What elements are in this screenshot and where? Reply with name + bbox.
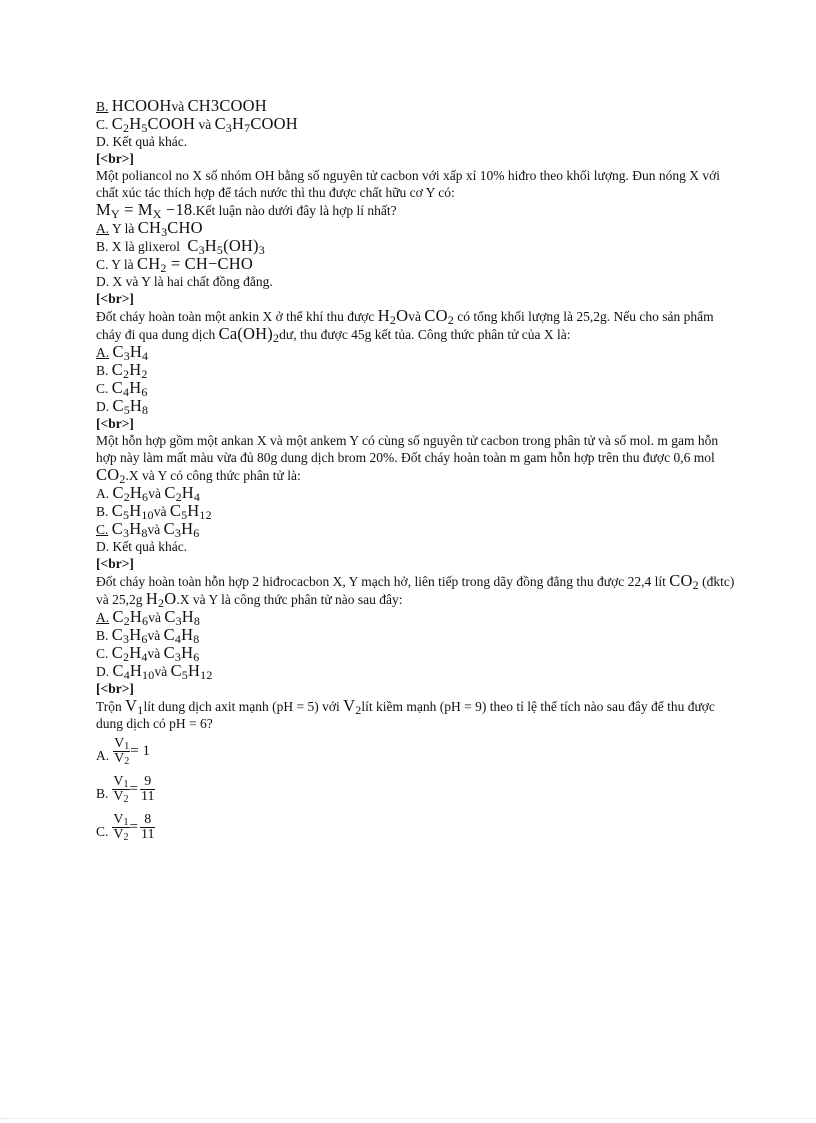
conjunction: và — [198, 117, 212, 132]
page-bottom-rule — [0, 1118, 816, 1119]
break-marker: [<br>] — [96, 556, 134, 571]
option-label: C. — [96, 117, 109, 132]
option-label: B. — [96, 628, 109, 643]
formula: $C_3H_5(OH)_3$ — [187, 236, 265, 257]
formula: $C_2H_5COOH$ — [111, 114, 196, 135]
formula: $C_5H_{12}$ — [169, 501, 212, 522]
ratio-value: = 1 — [130, 743, 150, 759]
option-b — [96, 361, 736, 379]
formula: $C_3H_7COOH$ — [214, 114, 298, 135]
option-label: D. — [96, 664, 110, 679]
option-d — [96, 397, 736, 415]
formula: $C_2H_4$ — [111, 643, 148, 664]
option-d: D. Kết quả khác. — [96, 539, 188, 554]
option-d: D. $C_4H_{10}và$ $C_5H_{12}$ — [96, 661, 213, 682]
formula: $Ca(OH)_2$ — [218, 324, 280, 345]
question-stem: Một hỗn hợp gồm một ankan X và một ankem Y có cùng số nguyên tử cacbon trong phân tử và số mol. m gam hỗn hợp này làm mất màu vừa đủ 80g dung dịch brom 20%. Đốt cháy hoàn toàn m gam hỗn hợp trên thu được 0,6 mol $CO_2.X$ và Y có công thức phân tử là: — [96, 433, 719, 486]
ratio-fraction: $\frac{V_1}{V_2}$ — [114, 735, 130, 767]
option-b: B. $C_5H_{10}và$ $C_5H_{12}$ — [96, 501, 212, 522]
option-label: B. — [96, 99, 109, 114]
option-label: A. — [96, 610, 110, 625]
option-a: A. $C_2H_6và$ $C_3H_8$ — [96, 607, 201, 628]
formula: $CO_2$ — [424, 306, 454, 327]
formula: $C_2H_2$ — [111, 360, 148, 381]
formula: $C_4H_{10}$ — [112, 661, 155, 682]
formula: $CH_3CHO$ — [137, 218, 203, 239]
formula: $C_2H_6$ — [112, 483, 149, 504]
question-stem: Trộn $V_1lít$ dung dịch axit mạnh (pH = 5) với $V_2lít$ kiềm mạnh (pH = 9) theo tỉ lệ thể tích nào sau đây để thu được dung dịch có pH = 6? — [96, 696, 715, 731]
ratio-fraction: $\frac{V_1}{V_2}$ — [113, 811, 129, 843]
break-marker: [<br>] — [96, 681, 134, 696]
option-d: D. X và Y là hai chất đồng đẳng. — [96, 274, 273, 289]
option-label: C. — [96, 646, 109, 661]
formula: $C_3H_8$ — [164, 607, 201, 628]
option-c — [96, 115, 736, 133]
option-b: B. X là glixerol $C_3H_5(OH)_3$ — [96, 236, 265, 257]
option-a — [96, 343, 736, 361]
question-stem: Một poliancol no X số nhóm OH bằng số nguyên tử cacbon với xấp xỉ 10% hiđro theo khối lượng. Đun nóng X với chất xúc tác thích hợp để tách nước thì thu được chất hữu cơ Y có: $M_Y = M_X$ −18.Kết luận nào dưới đây là hợp lí nhất? — [96, 168, 720, 221]
option-label: C. — [96, 381, 109, 396]
option-label: B. — [96, 363, 109, 378]
option-label: B. — [96, 786, 109, 801]
break-marker: [<br>] — [96, 291, 134, 306]
option-a: A. $C_2H_6và$ $C_2H_4$ — [96, 483, 201, 504]
formula: $CH_2 = CH-CHO$ — [137, 254, 253, 275]
formula: $C_3H_8$ — [111, 519, 148, 540]
option-label: A. — [96, 486, 110, 501]
formula: $H_2O$ — [145, 589, 177, 610]
formula: $C_2H_4$ — [164, 483, 201, 504]
formula: HCOOH — [111, 96, 172, 115]
option-b: B. $\frac{V_1}{V_2}$ = $\frac{9}{11}$ — [96, 770, 736, 808]
formula: $C_4H_6$ — [111, 378, 148, 399]
formula: $CO_2$ — [669, 571, 699, 592]
option-label: D. — [96, 399, 110, 414]
option-c: C. $C_2H_4và$ $C_3H_6$ — [96, 643, 200, 664]
option-d: D. Kết quả khác. — [96, 134, 188, 149]
ratio-value: $\frac{9}{11}$ — [140, 773, 155, 804]
conjunction: và — [171, 99, 185, 114]
option-a — [96, 732, 736, 770]
formula: $C_4H_8$ — [163, 625, 200, 646]
option-label: A. — [96, 221, 110, 236]
ratio-fraction: $\frac{V_1}{V_2}$ — [113, 773, 129, 805]
formula: $V_2$ — [343, 696, 362, 717]
question-stem: Đốt cháy hoàn toàn hỗn hợp 2 hiđrocacbon X, Y mạch hở, liên tiếp trong dãy đồng đẳng thu được 22,4 lít $CO_2$ (đktc) và 25,2g $H_2O.X$ và Y là công thức phân tử nào sau đây: — [96, 571, 735, 610]
document-body — [96, 97, 736, 846]
formula: $C_2H_6$ — [112, 607, 149, 628]
formula: $C_3H_4$ — [112, 342, 149, 363]
formula: $V_1$ — [125, 696, 144, 717]
break-marker: [<br>] — [96, 151, 134, 166]
option-label: C. — [96, 522, 109, 537]
formula: $C_3H_6$ — [163, 519, 200, 540]
option-c: C. $C_3H_8và$ $C_3H_6$ — [96, 519, 200, 540]
formula: $C_3H_6$ — [111, 625, 148, 646]
option-c: C. Y là $CH_2 = CH-CHO$ — [96, 254, 253, 275]
option-c — [96, 379, 736, 397]
formula: $C_5H_{12}$ — [170, 661, 213, 682]
formula: CH3COOH — [187, 96, 267, 115]
option-label: B. — [96, 504, 109, 519]
question-stem: Đốt cháy hoàn toàn một ankin X ở thể khí thu được $H_2Ovà$ $CO_2$ có tổng khối lượng là 25,2g. Nếu cho sản phẩm cháy đi qua dung dịch $Ca(OH)_2dư$, thu được 45g kết tủa. Công thức phân tử của X là: — [96, 306, 714, 345]
option-c: C. $\frac{V_1}{V_2}$ = $\frac{8}{11}$ — [96, 808, 736, 846]
formula: $C_5H_8$ — [112, 396, 149, 417]
formula: $M_Y = M_X -18$ — [96, 200, 193, 221]
formula: $C_5H_{10}$ — [111, 501, 154, 522]
break-marker: [<br>] — [96, 416, 134, 431]
option-label: C. — [96, 824, 109, 839]
option-b: B. $C_3H_6và$ $C_4H_8$ — [96, 625, 200, 646]
option-label: A. — [96, 748, 110, 763]
formula: $CO_2$ — [96, 465, 126, 486]
formula: $C_3H_6$ — [163, 643, 200, 664]
ratio-value: $\frac{8}{11}$ — [140, 811, 155, 842]
formula: $H_2O$ — [377, 306, 409, 327]
option-a: A. Y là $CH_3CHO$ — [96, 218, 203, 239]
option-label: A. — [96, 345, 110, 360]
option-b — [96, 97, 736, 115]
